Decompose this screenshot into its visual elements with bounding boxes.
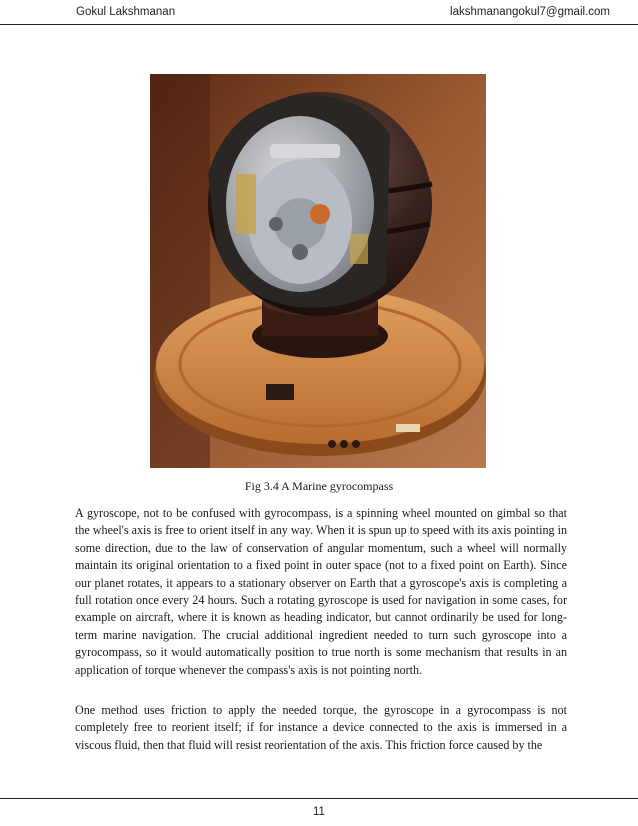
body-paragraph-2 — [75, 702, 567, 754]
header-email: lakshmanangokul7@gmail.com — [450, 6, 610, 18]
footer-rule — [0, 798, 638, 799]
figure-caption: Fig 3.4 A Marine gyrocompass — [244, 479, 394, 493]
gyrocompass-photo — [150, 74, 486, 468]
page-number: 11 — [313, 806, 325, 818]
body-paragraph-1 — [75, 505, 567, 679]
header-author: Gokul Lakshmanan — [76, 6, 176, 18]
paragraph-text: A gyroscope, not to be confused with gyrocompass, is a spinning wheel mounted on gimbal so that the wheel's axis is free to orient itself in any way. When it is spun up to speed with its axis pointing in some direction, due to the law of conservation of angular momentum, such a wheel will normally maintain its original orientation to a fixed point in outer space (not to a fixed point on Earth). Since our planet rotates, it appears to a stationary observer on Earth that a gyroscope's axis is completing a full rotation once every 24 hours. Such a rotating gyroscope is used for navigation in some cases, for example on aircraft, where it is known as heading indicator, but cannot ordinarily be used for long-term marine navigation. The crucial additional ingredient needed to turn such gyroscope into a gyrocompass, so it would automatically position to true north is some mechanism that results in an application of torque whenever the compass's axis is not pointing north. — [75, 506, 567, 677]
page-header — [76, 6, 610, 22]
paragraph-text: One method uses friction to apply the needed torque, the gyroscope in a gyrocompass is not completely free to reorient itself; if for instance a device connected to the axis is immersed in a viscous fluid, then that fluid will resist reorientation of the axis. This friction force caused by the — [75, 703, 567, 752]
header-rule — [0, 24, 638, 25]
